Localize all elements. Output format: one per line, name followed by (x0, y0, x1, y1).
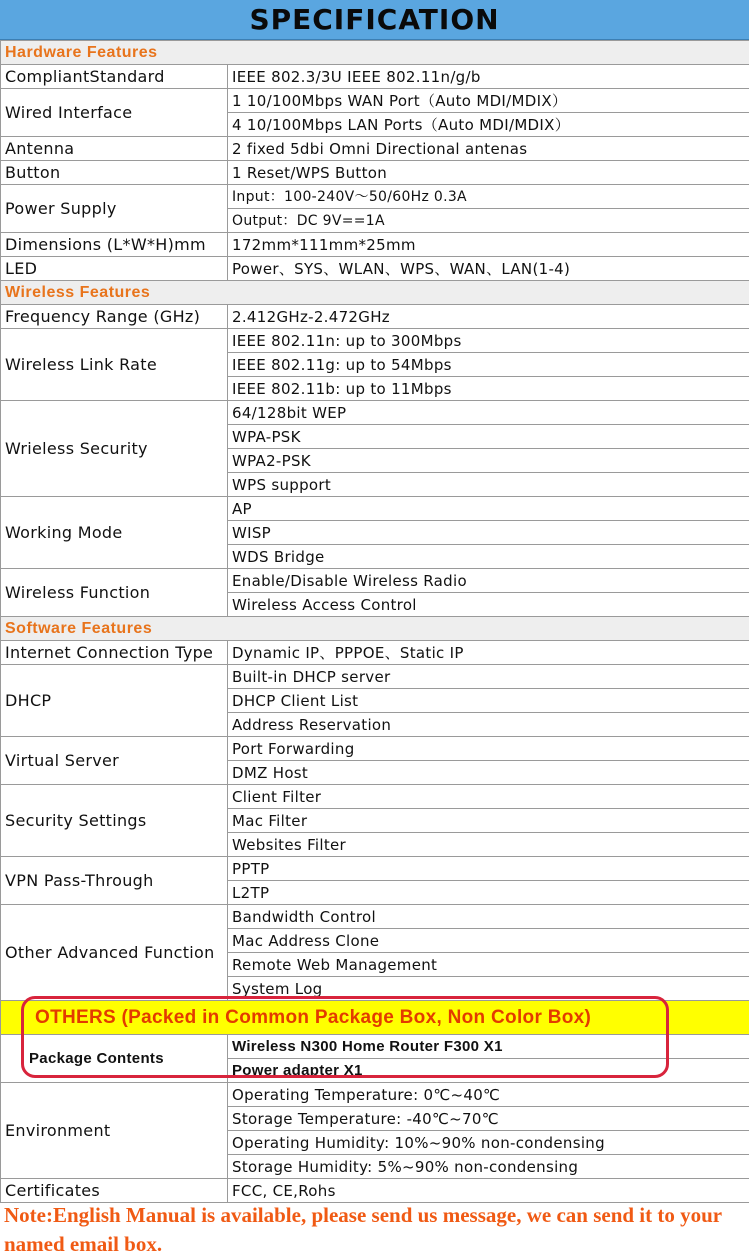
spec-value: Wireless N300 Home Router F300 X1 (228, 1035, 749, 1059)
spec-value: Wireless Access Control (228, 593, 749, 617)
spec-value: DHCP Client List (228, 689, 749, 713)
spec-value: Power adapter X1 (228, 1059, 749, 1083)
spec-label: Internet Connection Type (1, 641, 228, 665)
spec-value: Storage Humidity: 5%~90% non-condensing (228, 1155, 749, 1179)
table-row (1, 1035, 749, 1059)
spec-value: FCC, CE,Rohs (228, 1179, 749, 1203)
table-row (1, 161, 749, 185)
spec-value: 2 fixed 5dbi Omni Directional antenas (228, 137, 749, 161)
spec-label: Power Supply (1, 185, 228, 233)
table-row (1, 257, 749, 281)
spec-label: Environment (1, 1083, 228, 1179)
section-wireless (1, 281, 749, 305)
section-title: Wireless Features (1, 281, 749, 305)
table-row (1, 857, 749, 881)
section-title: Hardware Features (1, 41, 749, 65)
spec-value: IEEE 802.11b: up to 11Mbps (228, 377, 749, 401)
spec-value: Mac Address Clone (228, 929, 749, 953)
spec-label: Wired Interface (1, 89, 228, 137)
specification-banner (0, 0, 749, 40)
spec-label: CompliantStandard (1, 65, 228, 89)
spec-label: VPN Pass-Through (1, 857, 228, 905)
spec-label: Working Mode (1, 497, 228, 569)
spec-label: DHCP (1, 665, 228, 737)
spec-value: 4 10/100Mbps LAN Ports（Auto MDI/MDIX） (228, 113, 749, 137)
spec-label: Other Advanced Function (1, 905, 228, 1001)
spec-value: Bandwidth Control (228, 905, 749, 929)
spec-value: 1 Reset/WPS Button (228, 161, 749, 185)
spec-label: Virtual Server (1, 737, 228, 785)
table-row (1, 137, 749, 161)
spec-value: WISP (228, 521, 749, 545)
spec-value: Address Reservation (228, 713, 749, 737)
table-row (1, 905, 749, 929)
spec-value: Client Filter (228, 785, 749, 809)
spec-value: AP (228, 497, 749, 521)
spec-label: Dimensions (L*W*H)mm (1, 233, 228, 257)
spec-value: WPS support (228, 473, 749, 497)
spec-value: IEEE 802.11n: up to 300Mbps (228, 329, 749, 353)
spec-value: 64/128bit WEP (228, 401, 749, 425)
table-row (1, 641, 749, 665)
spec-label: Wireless Link Rate (1, 329, 228, 401)
table-row (1, 185, 749, 209)
spec-label: Wrieless Security (1, 401, 228, 497)
table-row (1, 737, 749, 761)
spec-label: Antenna (1, 137, 228, 161)
spec-value: Port Forwarding (228, 737, 749, 761)
spec-label: Package Contents (1, 1035, 228, 1083)
spec-value: L2TP (228, 881, 749, 905)
spec-value: WDS Bridge (228, 545, 749, 569)
specification-table (0, 40, 749, 1203)
table-row (1, 1179, 749, 1203)
spec-value: PPTP (228, 857, 749, 881)
spec-value: 1 10/100Mbps WAN Port（Auto MDI/MDIX） (228, 89, 749, 113)
section-software (1, 617, 749, 641)
table-row (1, 665, 749, 689)
section-others (1, 1001, 749, 1035)
spec-label: Wireless Function (1, 569, 228, 617)
spec-value: Output：DC 9V==1A (228, 209, 749, 233)
spec-value: Websites Filter (228, 833, 749, 857)
table-row (1, 65, 749, 89)
spec-value: Dynamic IP、PPPOE、Static IP (228, 641, 749, 665)
spec-value: Power、SYS、WLAN、WPS、WAN、LAN(1-4) (228, 257, 749, 281)
section-title: OTHERS (Packed in Common Package Box, Non Color Box) (1, 1001, 749, 1035)
table-row (1, 569, 749, 593)
spec-value: Storage Temperature: -40℃~70℃ (228, 1107, 749, 1131)
spec-label: Button (1, 161, 228, 185)
spec-value: Operating Temperature: 0℃~40℃ (228, 1083, 749, 1107)
spec-value: Built-in DHCP server (228, 665, 749, 689)
spec-value: 172mm*111mm*25mm (228, 233, 749, 257)
spec-value: Mac Filter (228, 809, 749, 833)
section-hardware (1, 41, 749, 65)
spec-label: Frequency Range (GHz) (1, 305, 228, 329)
table-row (1, 401, 749, 425)
spec-value: WPA-PSK (228, 425, 749, 449)
spec-value: Operating Humidity: 10%~90% non-condensing (228, 1131, 749, 1155)
spec-value: IEEE 802.3/3U IEEE 802.11n/g/b (228, 65, 749, 89)
spec-value: IEEE 802.11g: up to 54Mbps (228, 353, 749, 377)
page-title: SPECIFICATION (249, 3, 499, 36)
spec-value: Enable/Disable Wireless Radio (228, 569, 749, 593)
spec-value: WPA2-PSK (228, 449, 749, 473)
table-row (1, 1083, 749, 1107)
table-row (1, 89, 749, 113)
table-row (1, 305, 749, 329)
spec-value: System Log (228, 977, 749, 1001)
section-title: Software Features (1, 617, 749, 641)
spec-value: Input：100-240V～50/60Hz 0.3A (228, 185, 749, 209)
spec-label: LED (1, 257, 228, 281)
table-row (1, 329, 749, 353)
manual-note: Note:English Manual is available, please send us message, we can send it to your named email box. (4, 1201, 745, 1259)
table-row (1, 785, 749, 809)
spec-value: DMZ Host (228, 761, 749, 785)
spec-value: 2.412GHz-2.472GHz (228, 305, 749, 329)
table-row (1, 233, 749, 257)
spec-label: Certificates (1, 1179, 228, 1203)
table-row (1, 497, 749, 521)
spec-label: Security Settings (1, 785, 228, 857)
spec-value: Remote Web Management (228, 953, 749, 977)
